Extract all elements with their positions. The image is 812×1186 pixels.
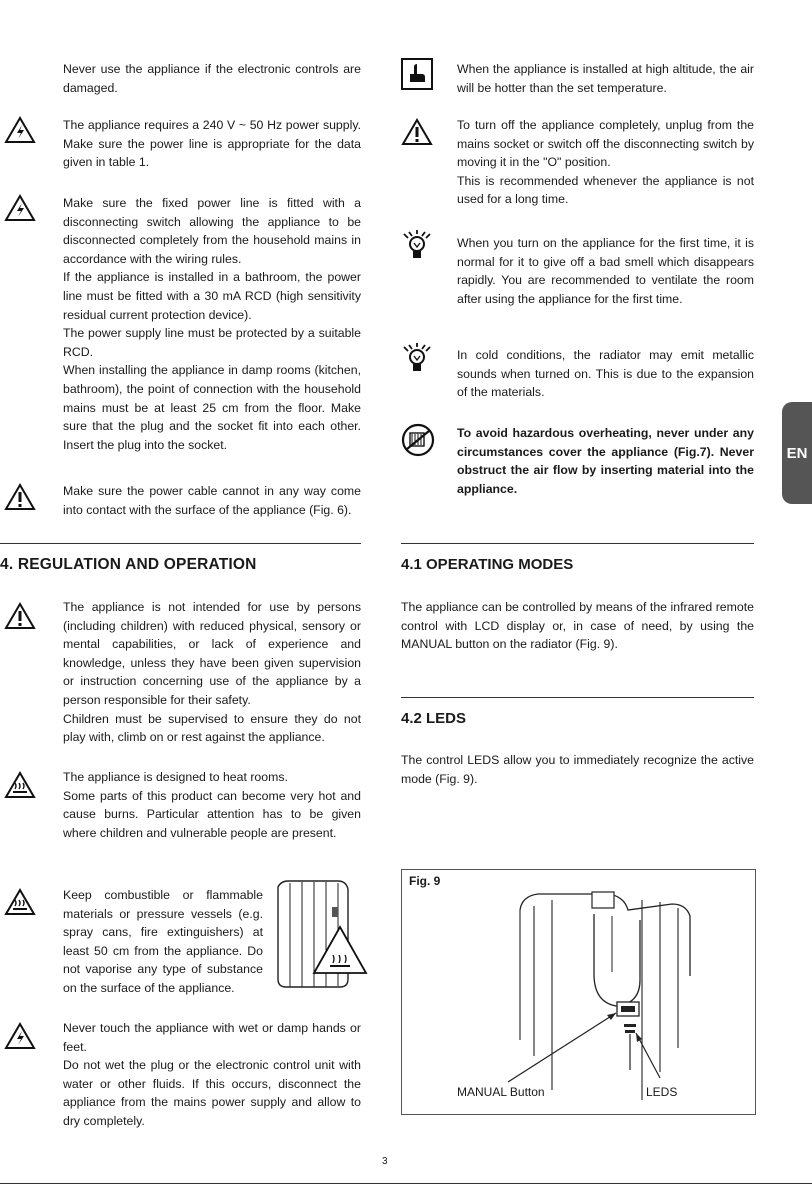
electric-hazard-icon (4, 1022, 36, 1050)
hot-surface-warning: The appliance is designed to heat rooms. Some parts of this product can become very hot and cause burns. Particular attention has to be given where children and vulnerable people are present. (63, 770, 361, 840)
power-supply-note: The appliance requires a 240 V ~ 50 Hz power supply. Make sure the power line is appropriate for the data given in table 1. (63, 118, 361, 170)
section-divider (401, 697, 754, 698)
electric-hazard-icon (4, 116, 36, 144)
hot-surface-icon (4, 888, 36, 916)
warning-icon (4, 483, 36, 511)
warning-icon (4, 602, 36, 630)
turn-off-note: To turn off the appliance completely, unplug from the mains socket or switch off the disconnecting switch by moving it in the "O" position. This is recommended whenever the appliance is not used for a long time. (457, 118, 754, 207)
radiator-control-drawing (402, 870, 755, 1114)
section-4-2-title: 4.2 LEDS (401, 710, 467, 727)
overheating-warning: To avoid hazardous overheating, never under any circumstances cover the appliance (Fig.7). Never obstruct the air flow by inserting material into the appliance. (457, 426, 754, 496)
supervision-warning: The appliance is not intended for use by persons (including children) with reduced physical, sensory or mental capabilities, or lack of experience and knowledge, unless they have been given supervision or instruction concerning use of the appliance by a person responsible for their safety. Children must be supervised to ensure they do not play with, climb on or rest against the appliance. (63, 600, 361, 745)
language-tab-en: EN (782, 402, 812, 504)
wet-hands-warning: Never touch the appliance with wet or damp hands or feet. Do not wet the plug or the electronic control unit with water or other fluids. If this occurs, disconnect the appliance from the mains power supply and allow to dry completely. (63, 1021, 361, 1128)
power-cable-note: Make sure the power cable cannot in any way come into contact with the surface of the appliance (Fig. 6). (63, 484, 361, 517)
altitude-icon (401, 58, 433, 90)
section-4-title: 4. REGULATION AND OPERATION (0, 556, 257, 573)
combustible-materials-warning: Keep combustible or flammable materials or pressure vessels (e.g. spray cans, fire extinguishers) at least 50 cm from the appliance. Do not vaporise any type of substance on the surface of the appliance. (63, 888, 263, 995)
hot-surface-icon (4, 771, 36, 799)
lightbulb-tip-icon (401, 342, 433, 374)
first-use-smell-note: When you turn on the appliance for the first time, it is normal for it to give off a bad smell which disappears rapidly. You are recommended to ventilate the room after using the appliance for the first time. (457, 236, 754, 306)
section-4-1-title: 4.1 OPERATING MODES (401, 556, 574, 573)
fixed-power-line-note: Make sure the fixed power line is fitted with a disconnecting switch allowing the appliance to be disconnected completely from the household mains in accordance with the wiring rules. If the appliance is installed in a bathroom, the power line must be fitted with a 30 mA RCD (high sensitivity residual current protection device). The power supply line must be protected by a suitable RCD. When installing the appliance in damp rooms (kitchen, bathroom), the point of connection with the household mains must be at least 25 cm from the floor. Make sure that the plug and the socket fit into each other. Insert the plug into the socket. (63, 196, 361, 452)
figure-title: Fig. 9 (409, 874, 441, 888)
do-not-cover-icon (401, 423, 435, 457)
leds-label: LEDS (646, 1085, 678, 1099)
manual-button-label: MANUAL Button (457, 1085, 545, 1099)
metallic-sounds-note: In cold conditions, the radiator may emit metallic sounds when turned on. This is due to the expansion of the materials. (457, 348, 754, 400)
section-divider (401, 543, 754, 544)
footer-divider (0, 1183, 812, 1184)
electric-hazard-icon (4, 194, 36, 222)
leds-text: The control LEDS allow you to immediately recognize the active mode (Fig. 9). (401, 753, 754, 786)
high-altitude-note: When the appliance is installed at high altitude, the air will be hotter than the set temperature. (457, 62, 754, 95)
radiator-illustration (270, 877, 368, 995)
section-divider (0, 543, 361, 544)
figure-9 (401, 869, 756, 1115)
warning-controls-damaged: Never use the appliance if the electronic controls are damaged. (63, 62, 361, 95)
operating-modes-text: The appliance can be controlled by means of the infrared remote control with LCD display or, in case of need, by using the MANUAL button on the radiator (Fig. 9). (401, 600, 754, 652)
page-number: 3 (382, 1156, 388, 1167)
warning-icon (401, 118, 433, 146)
lightbulb-tip-icon (401, 229, 433, 261)
